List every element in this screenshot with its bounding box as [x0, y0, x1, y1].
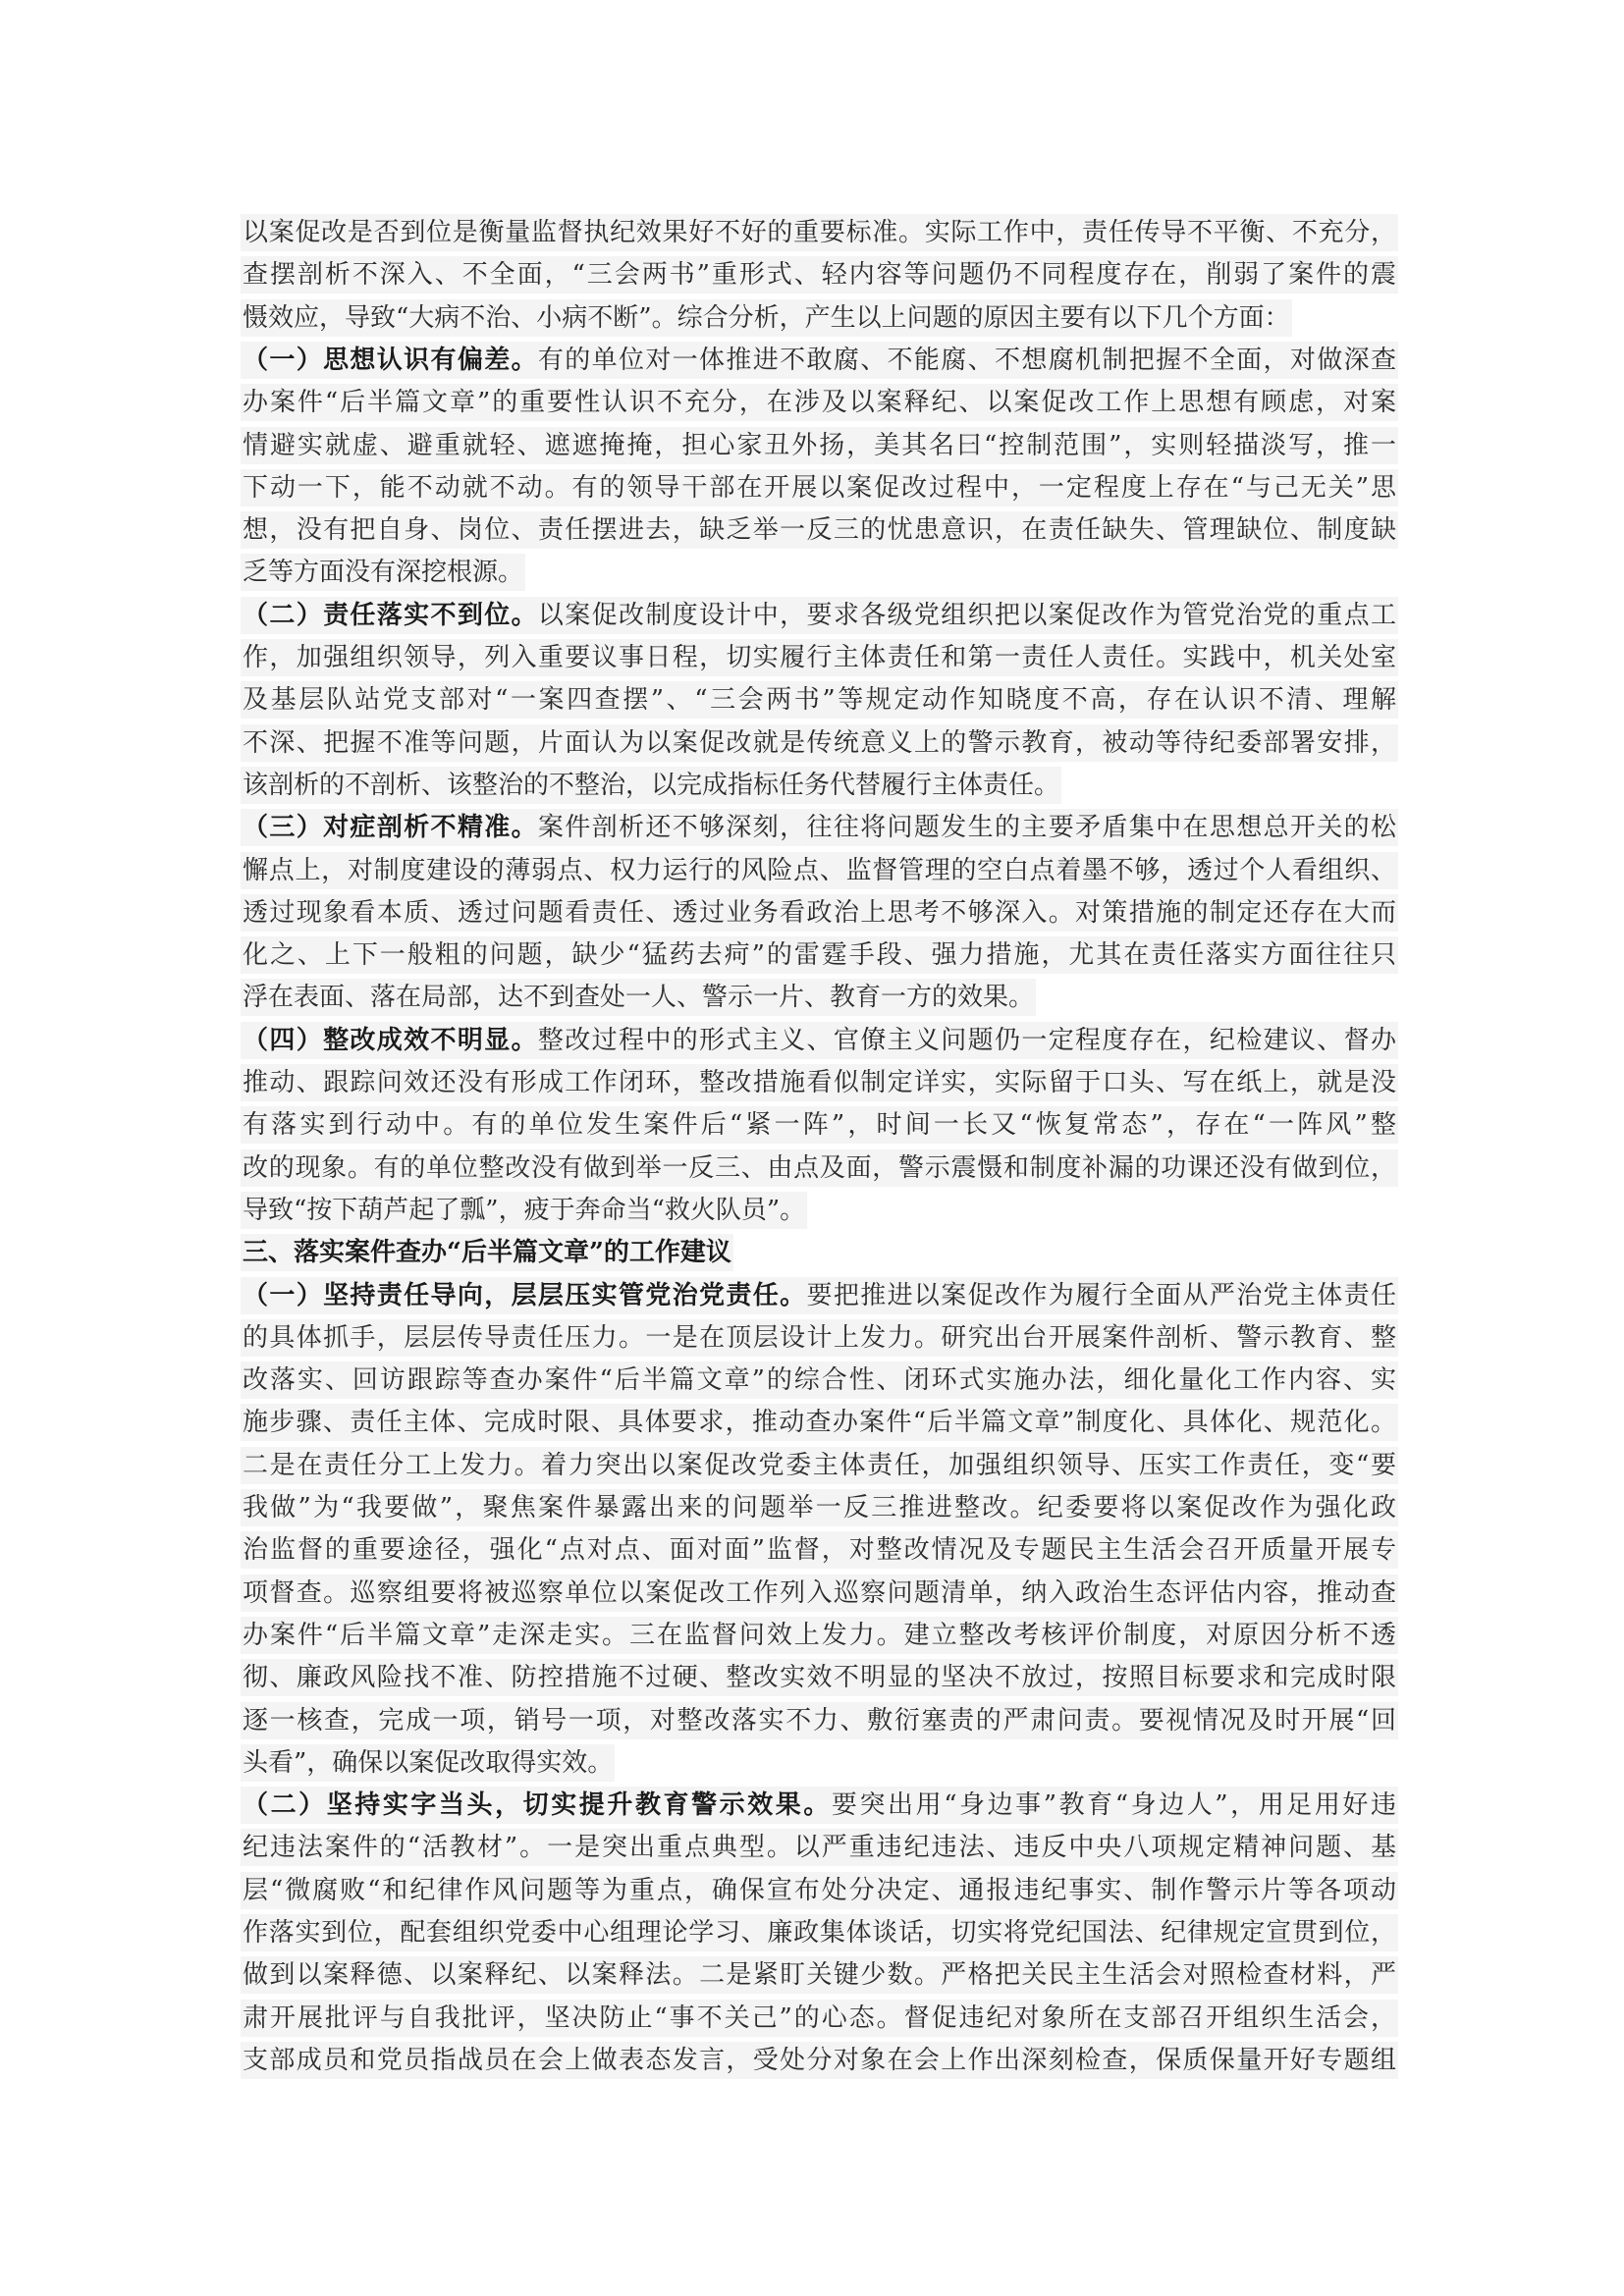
line-highlight	[241, 1659, 1398, 1696]
body-text: 推动、跟踪问效还没有形成工作闭环，整改措施看似制定详实，实际留于口头、写在纸上，就是没	[243, 1068, 1396, 1097]
body-text: 纪违法案件的“活教材”。一是突出重点典型。以严重违纪违法、违反中央八项规定精神问题、基	[243, 1833, 1396, 1863]
body-text: 情避实就虚、避重就轻、遮遮掩掩，担心家丑外扬，美其名曰“控制范围”，实则轻描淡写，推一	[243, 430, 1396, 460]
line-highlight	[241, 1404, 1398, 1441]
text-line	[241, 1659, 1398, 1696]
text-line	[241, 724, 1398, 762]
body-text: 整改过程中的形式主义、官僚主义问题仍一定程度存在，纪检建议、督办	[537, 1025, 1396, 1055]
body-text: 慑效应，导致“大病不治、小病不断”。综合分析，产生以上问题的原因主要有以下几个方面：	[243, 302, 1290, 333]
body-text: 乏等方面没有深挖根源。	[243, 558, 524, 588]
line-highlight	[241, 2042, 1398, 2079]
body-text: 头看”，确保以案促改取得实效。	[243, 1747, 614, 1778]
body-text: 肃开展批评与自我批评，坚决防止“事不关己”的心态。督促违纪对象所在支部召开组织生活会，	[243, 2002, 1396, 2033]
text-line	[241, 1319, 1398, 1357]
bold-heading: （二）责任落实不到位。	[243, 600, 538, 630]
text-line	[241, 1106, 1398, 1144]
text-line	[241, 427, 1398, 464]
line-highlight	[241, 1914, 1398, 1951]
line-highlight	[241, 1362, 1398, 1399]
body-text: 二是在责任分工上发力。着力突出以案促改党委主体责任，加强组织领导、压实工作责任，变“要	[243, 1450, 1396, 1480]
body-text: 懈点上，对制度建设的薄弱点、权力运行的风险点、监督管理的空白点着墨不够，透过个人看组织、	[243, 855, 1396, 885]
line-highlight	[241, 1702, 1398, 1739]
line-highlight	[241, 724, 1398, 762]
text-line	[241, 214, 1398, 251]
text-line	[241, 342, 1398, 379]
text-line	[241, 1192, 807, 1229]
line-highlight	[241, 681, 1398, 719]
body-text: 想，没有把自身、岗位、责任摆进去，缺乏举一反三的忧患意识，在责任缺失、管理缺位、制度缺	[243, 515, 1396, 546]
body-text: 逐一核查，完成一项，销号一项，对整改落实不力、敷衍塞责的严肃问责。要视情况及时开展“回	[243, 1705, 1396, 1735]
text-line	[241, 554, 525, 591]
text-line	[241, 979, 1036, 1016]
line-highlight	[241, 1106, 1398, 1144]
text-line	[241, 1914, 1398, 1951]
body-text: 该剖析的不剖析、该整治的不整治，以完成指标任务代替履行主体责任。	[243, 770, 1060, 800]
body-text: 案件剖析还不够深刻，往往将问题发生的主要矛盾集中在思想总开关的松	[537, 813, 1396, 843]
line-highlight	[241, 1277, 1398, 1314]
line-highlight	[241, 256, 1398, 294]
body-text: 及基层队站党支部对“一案四查摆”、“三会两书”等规定动作知晓度不高，存在认识不清、理解	[243, 685, 1396, 716]
line-highlight	[241, 214, 1398, 251]
body-text: 支部成员和党员指战员在会上做表态发言，受处分对象在会上作出深刻检查，保质保量开好专题组	[243, 2045, 1396, 2075]
line-highlight	[241, 299, 1292, 337]
text-line	[241, 1064, 1398, 1101]
line-highlight	[241, 1872, 1398, 1909]
line-highlight	[241, 1192, 807, 1229]
body-text: 做到以案释德、以案释纪、以案释法。二是紧盯关键少数。严格把关民主生活会对照检查材料，严	[243, 1960, 1396, 1991]
text-line	[241, 1362, 1398, 1399]
line-highlight	[241, 936, 1398, 974]
text-line	[241, 299, 1292, 337]
body-text: 下动一下，能不动就不动。有的领导干部在开展以案促改过程中，一定程度上存在“与己无关”思	[243, 472, 1396, 503]
line-highlight	[241, 427, 1398, 464]
text-line	[241, 1234, 733, 1271]
body-text: 有的单位对一体推进不敢腐、不能腐、不想腐机制把握不全面，对做深查	[537, 345, 1396, 375]
line-highlight	[241, 809, 1398, 846]
body-text: 化之、上下一般粗的问题，缺少“猛药去疴”的雷霆手段、强力措施，尤其在责任落实方面往往只	[243, 940, 1396, 971]
body-text: 有落实到行动中。有的单位发生案件后“紧一阵”，时间一长又“恢复常态”，存在“一阵风”整	[243, 1110, 1396, 1141]
body-text: 项督查。巡察组要将被巡察单位以案促改工作列入巡察问题清单，纳入政治生态评估内容，推动查	[243, 1577, 1396, 1608]
line-highlight	[241, 1447, 1398, 1484]
text-line	[241, 1744, 615, 1782]
body-text: 浮在表面、落在局部，达不到查处一人、警示一片、教育一方的效果。	[243, 983, 1035, 1013]
text-line	[241, 639, 1398, 676]
text-line	[241, 597, 1398, 634]
bold-heading: 三、落实案件查办“后半篇文章”的工作建议	[243, 1238, 731, 1268]
line-highlight	[241, 1234, 733, 1271]
line-highlight	[241, 1617, 1398, 1654]
text-line	[241, 1149, 1398, 1187]
body-text: 要突出用“身边事”教育“身边人”，用足用好违	[831, 1790, 1396, 1821]
body-text: 我做”为“我要做”，聚焦案件暴露出来的问题举一反三推进整改。纪委要将以案促改作为强化政	[243, 1493, 1396, 1522]
text-line	[241, 767, 1061, 804]
text-line	[241, 1617, 1398, 1654]
line-highlight	[241, 1022, 1398, 1059]
body-text: 办案件“后半篇文章”走深走实。三在监督问效上发力。建立整改考核评价制度，对原因分析不透	[243, 1620, 1396, 1650]
line-highlight	[241, 469, 1398, 507]
body-text: 改落实、回访跟踪等查办案件“后半篇文章”的综合性、闭环式实施办法，细化量化工作内容、实	[243, 1365, 1396, 1396]
bold-heading: （二）坚持实字当头，切实提升教育警示效果。	[243, 1790, 832, 1821]
text-line	[241, 1787, 1398, 1824]
text-line	[241, 2042, 1398, 2079]
text-line	[241, 1447, 1398, 1484]
bold-heading: （三）对症剖析不精准。	[243, 813, 538, 843]
text-line	[241, 256, 1398, 294]
line-highlight	[241, 2000, 1398, 2037]
line-highlight	[241, 597, 1398, 634]
text-line	[241, 511, 1398, 549]
body-text: 办案件“后半篇文章”的重要性认识不充分，在涉及以案释纪、以案促改工作上思想有顾虑，对案	[243, 388, 1396, 418]
body-text: 施步骤、责任主体、完成时限、具体要求，推动查办案件“后半篇文章”制度化、具体化、规范化。	[243, 1408, 1396, 1438]
line-highlight	[241, 384, 1398, 421]
line-highlight	[241, 1064, 1398, 1101]
body-text: 的具体抓手，层层传导责任压力。一是在顶层设计上发力。研究出台开展案件剖析、警示教育、整	[243, 1322, 1396, 1353]
body-text: 要把推进以案促改作为履行全面从严治党主体责任	[806, 1280, 1396, 1310]
text-line	[241, 1872, 1398, 1909]
line-highlight	[241, 639, 1398, 676]
text-line	[241, 809, 1398, 846]
line-highlight	[241, 852, 1398, 889]
body-text: 查摆剖析不深入、不全面，“三会两书”重形式、轻内容等问题仍不同程度存在，削弱了案件的震	[243, 260, 1396, 291]
line-highlight	[241, 1829, 1398, 1866]
body-text: 透过现象看本质、透过问题看责任、透过业务看政治上思考不够深入。对策措施的制定还存在大而	[243, 897, 1396, 928]
bold-heading: （四）整改成效不明显。	[243, 1025, 538, 1055]
line-highlight	[241, 1956, 1398, 1994]
body-text: 彻、廉政风险找不准、防控措施不过硬、整改实效不明显的坚决不放过，按照目标要求和完成时限	[243, 1663, 1396, 1693]
text-line	[241, 1575, 1398, 1612]
line-highlight	[241, 767, 1061, 804]
line-highlight	[241, 342, 1398, 379]
text-line	[241, 1531, 1398, 1569]
line-highlight	[241, 554, 525, 591]
line-highlight	[241, 1149, 1398, 1187]
line-highlight	[241, 1531, 1398, 1569]
bold-heading: （一）坚持责任导向，层层压实管党治党责任。	[243, 1280, 807, 1310]
line-highlight	[241, 1319, 1398, 1357]
text-line	[241, 1022, 1398, 1059]
line-highlight	[241, 894, 1398, 932]
body-text: 治监督的重要途径，强化“点对点、面对面”监督，对整改情况及专题民主生活会召开质量开展专	[243, 1535, 1396, 1566]
text-line	[241, 681, 1398, 719]
body-text: 改的现象。有的单位整改没有做到举一反三、由点及面，警示震慑和制度补漏的功课还没有做到位，	[243, 1152, 1396, 1183]
body-text: 作落实到位，配套组织党委中心组理论学习、廉政集体谈话，切实将党纪国法、纪律规定宣贯到位，	[243, 1918, 1396, 1948]
text-line	[241, 1702, 1398, 1739]
text-line	[241, 852, 1398, 889]
line-highlight	[241, 1489, 1398, 1526]
bold-heading: （一）思想认识有偏差。	[243, 345, 538, 375]
body-text: 以案促改制度设计中，要求各级党组织把以案促改作为管党治党的重点工	[537, 600, 1396, 630]
text-line	[241, 1277, 1398, 1314]
line-highlight	[241, 1575, 1398, 1612]
line-highlight	[241, 1787, 1398, 1824]
text-line	[241, 2000, 1398, 2037]
text-line	[241, 1956, 1398, 1994]
text-line	[241, 384, 1398, 421]
text-line	[241, 894, 1398, 932]
text-line	[241, 1404, 1398, 1441]
text-line	[241, 1829, 1398, 1866]
body-text: 层“微腐败“和纪律作风问题等为重点，确保宣布处分决定、通报违纪事实、制作警示片等各项动	[243, 1875, 1396, 1905]
body-text: 导致“按下葫芦起了瓢”，疲于奔命当“救火队员”。	[243, 1195, 806, 1225]
text-line	[241, 469, 1398, 507]
line-highlight	[241, 1744, 615, 1782]
line-highlight	[241, 511, 1398, 549]
body-text: 不深、把握不准等问题，片面认为以案促改就是传统意义上的警示教育，被动等待纪委部署安排，	[243, 727, 1396, 758]
line-highlight	[241, 979, 1036, 1016]
text-line	[241, 936, 1398, 974]
body-text: 作，加强组织领导，列入重要议事日程，切实履行主体责任和第一责任人责任。实践中，机关处室	[243, 643, 1396, 672]
body-text: 以案促改是否到位是衡量监督执纪效果好不好的重要标准。实际工作中，责任传导不平衡、不充分，	[243, 218, 1396, 247]
text-line	[241, 1489, 1398, 1526]
